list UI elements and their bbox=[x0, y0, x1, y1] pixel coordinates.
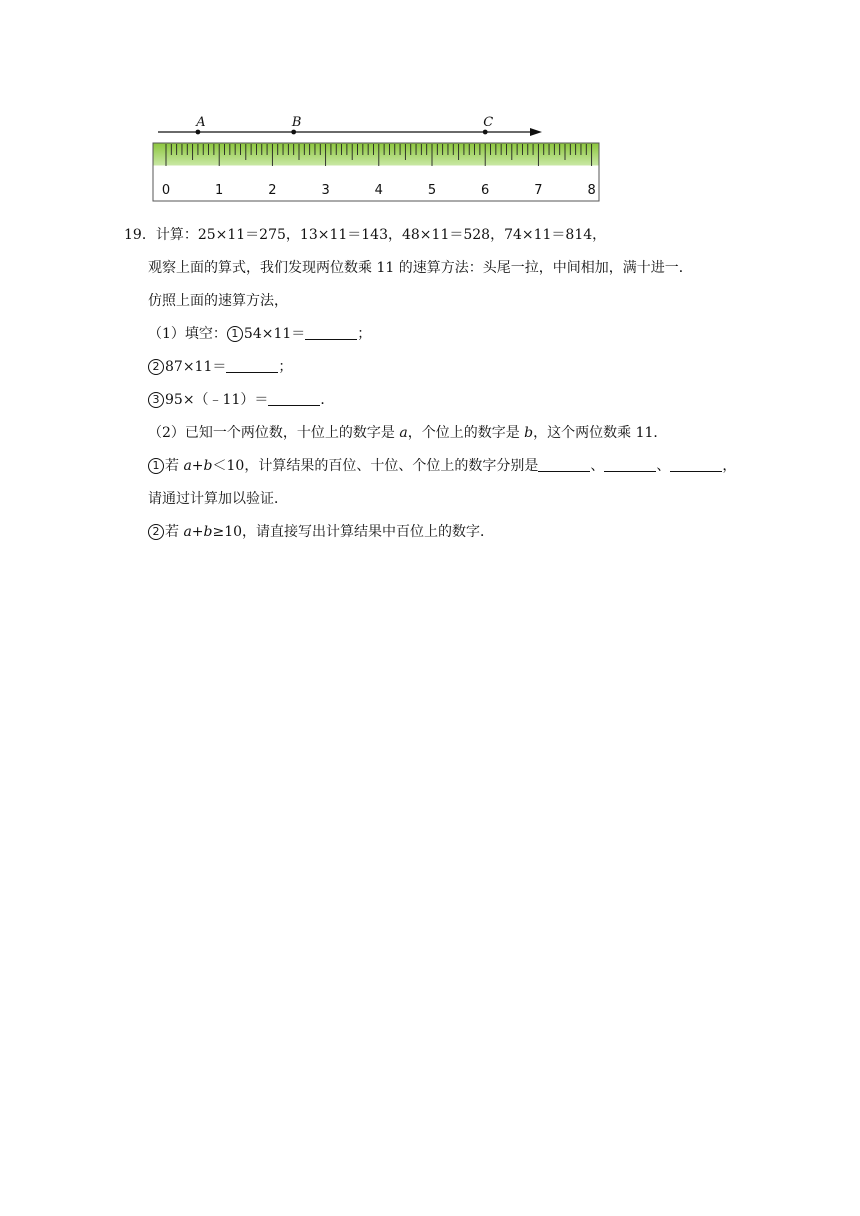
variable-a: a bbox=[399, 425, 408, 441]
variable-b: b bbox=[524, 425, 534, 441]
point-b bbox=[291, 130, 296, 135]
part1-item1-expression: 54×11＝ bbox=[243, 326, 306, 342]
part2-text: ≥10，请直接写出计算结果中百位上的数字． bbox=[212, 524, 495, 540]
point-label-b: B bbox=[291, 115, 302, 130]
part2-text: ＜10，计算结果的百位、十位、个位上的数字分别是 bbox=[212, 458, 539, 474]
part1-item2 bbox=[124, 354, 774, 387]
ruler-tick-label: 4 bbox=[374, 183, 383, 198]
separator: 、 bbox=[590, 458, 605, 474]
part2-text: 若 bbox=[165, 458, 184, 474]
ruler-tick-label: 5 bbox=[427, 183, 437, 198]
point-a bbox=[196, 130, 201, 135]
circled-number-2: 2 bbox=[148, 524, 164, 540]
answer-blank-tens bbox=[604, 457, 656, 472]
intro-computation: 计算：25×11＝275，13×11＝143，48×11＝528，74×11＝814， bbox=[155, 227, 607, 243]
part2-text: 若 bbox=[165, 524, 184, 540]
answer-blank-ones bbox=[670, 457, 722, 472]
observe-line: 观察上面的算式，我们发现两位数乘 11 的速算方法：头尾一拉，中间相加，满十进一． bbox=[148, 260, 693, 276]
ruler-tick-label: 3 bbox=[321, 183, 330, 198]
condition-expression: a+b bbox=[183, 458, 213, 474]
question-number: 19． bbox=[124, 227, 156, 243]
part2-text: ，这个两位数乘 11． bbox=[533, 425, 668, 441]
ruler-tick-label: 1 bbox=[215, 183, 224, 198]
ruler-green-band bbox=[154, 144, 599, 166]
part2-sub2 bbox=[124, 519, 774, 552]
part1-item3-expression: 95×（﹣11）＝ bbox=[165, 392, 269, 408]
question-19 bbox=[124, 222, 774, 552]
part1-item2-expression: 87×11＝ bbox=[165, 359, 227, 375]
number-line-ruler-figure bbox=[150, 112, 602, 206]
answer-blank bbox=[226, 358, 278, 373]
part1-item3 bbox=[124, 387, 774, 420]
circled-number-1: 1 bbox=[148, 458, 164, 474]
answer-blank-hundreds bbox=[538, 457, 590, 472]
part2-sub1 bbox=[124, 453, 774, 486]
punctuation: ． bbox=[320, 392, 335, 408]
imitate-line: 仿照上面的速算方法， bbox=[148, 293, 288, 309]
punctuation: ； bbox=[278, 359, 293, 375]
ruler-tick-label: 8 bbox=[587, 183, 596, 198]
point-label-a: A bbox=[196, 115, 206, 130]
part2-text: （2）已知一个两位数，十位上的数字是 bbox=[148, 425, 400, 441]
ruler-tick-label: 2 bbox=[268, 183, 277, 198]
part1-item1 bbox=[124, 321, 774, 354]
verify-line: 请通过计算加以验证． bbox=[148, 491, 288, 507]
point-label-c: C bbox=[483, 115, 494, 130]
number-line-arrowhead bbox=[530, 128, 542, 136]
circled-number-3: 3 bbox=[148, 392, 164, 408]
ruler-tick-label: 0 bbox=[161, 183, 171, 198]
answer-blank bbox=[268, 391, 320, 406]
condition-expression: a+b bbox=[183, 524, 213, 540]
circled-number-2: 2 bbox=[148, 359, 164, 375]
ruler-tick-label: 6 bbox=[481, 183, 490, 198]
point-c bbox=[483, 130, 488, 135]
circled-number-1: 1 bbox=[227, 326, 243, 342]
answer-blank bbox=[305, 325, 357, 340]
separator: 、 bbox=[656, 458, 671, 474]
ruler-tick-label: 7 bbox=[534, 183, 543, 198]
part1-label: （1）填空： bbox=[148, 326, 227, 342]
punctuation: ； bbox=[357, 326, 372, 342]
part2-intro bbox=[124, 420, 774, 453]
part2-text: ，个位上的数字是 bbox=[407, 425, 525, 441]
punctuation: ， bbox=[722, 458, 737, 474]
